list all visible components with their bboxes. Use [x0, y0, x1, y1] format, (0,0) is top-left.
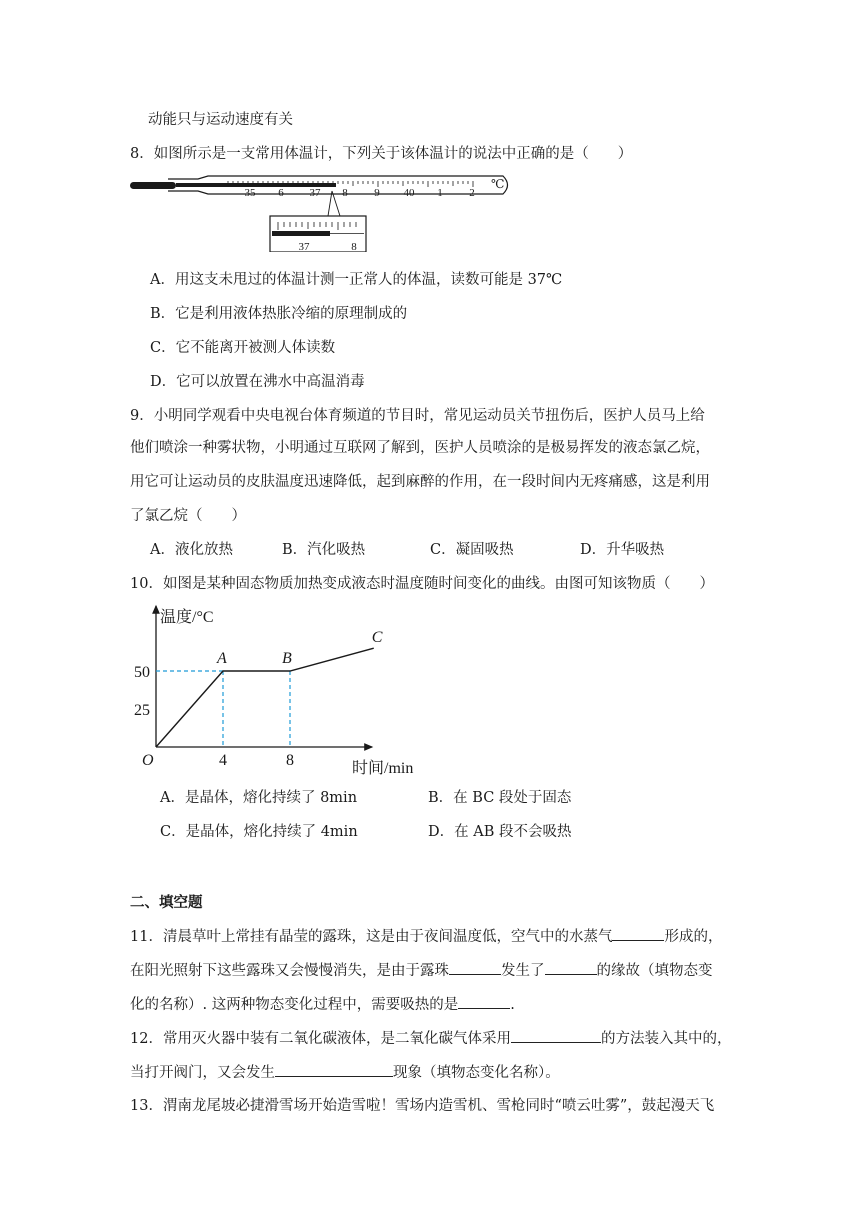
- scale-label: 1: [437, 187, 443, 199]
- q10-stem: 10．如图是某种固态物质加热变成液态时温度随时间变化的曲线。由图可知该物质（ ）: [130, 576, 714, 592]
- q13-line1: 13．渭南龙尾坡必捷滑雪场开始造雪啦！雪场内造雪机、雪枪同时“喷云吐雾”，鼓起漫天飞: [130, 1098, 715, 1114]
- q11-line2: [130, 960, 713, 981]
- q11-text: 形成的，: [664, 929, 723, 945]
- x-tick-label: 8: [286, 752, 294, 769]
- q11-text: .: [510, 997, 515, 1013]
- q11-line3: [130, 994, 515, 1015]
- q8-option-d: D．它可以放置在沸水中高温消毒: [150, 374, 365, 390]
- q11-line1: [130, 926, 722, 947]
- q8-option-b: B．它是利用液体热胀冷缩的原理制成的: [150, 306, 408, 322]
- q9-option-b: B．汽化吸热: [282, 542, 366, 558]
- scale-label: 2: [469, 187, 475, 199]
- answer-blank[interactable]: [275, 1062, 393, 1077]
- y-axis-label: 温度/°C: [160, 609, 214, 626]
- q12-line2: [130, 1062, 560, 1083]
- q10-option-d: D．在 AB 段不会吸热: [428, 824, 572, 840]
- thermometer-bulb: [130, 182, 176, 189]
- q9-line: 他们喷涂一种雾状物，小明通过互联网了解到，医护人员喷涂的是极易挥发的液态氯乙烷，: [130, 440, 710, 456]
- scale-label: 6: [278, 187, 284, 199]
- y-tick-label: 50: [134, 664, 150, 681]
- origin-label: O: [142, 752, 154, 769]
- thermometer-figure: [128, 172, 528, 252]
- q12-text: 现象（填物态变化名称）。: [393, 1065, 560, 1081]
- answer-blank[interactable]: [511, 1028, 601, 1043]
- q9-option-d: D．升华吸热: [580, 542, 665, 558]
- point-label: C: [371, 629, 383, 647]
- q11-text: 在阳光照射下这些露珠又会慢慢消失，是由于露珠: [130, 963, 449, 979]
- y-tick-label: 25: [134, 702, 150, 719]
- scale-label: 35: [244, 187, 256, 199]
- q11-text: 发生了: [501, 963, 545, 979]
- q9-line: 9．小明同学观看中央电视台体育频道的节目时，常见运动员关节扭伤后，医护人员马上给: [130, 408, 705, 424]
- section-title: 二、填空题: [130, 895, 203, 911]
- q8-option-a: A．用这支未甩过的体温计测一正常人的体温，读数可能是 37℃: [150, 272, 563, 288]
- x-axis-label: 时间/min: [352, 760, 414, 777]
- scale-label: 40: [403, 187, 415, 199]
- q9-option-a: A．液化放热: [150, 542, 233, 558]
- point-label: B: [282, 650, 292, 667]
- q9-option-c: C．凝固吸热: [430, 542, 514, 558]
- answer-blank[interactable]: [545, 960, 597, 975]
- melting-curve-chart: [130, 600, 420, 780]
- q12-text: 的方法装入其中的，: [600, 1031, 732, 1047]
- scale-label: 8: [342, 187, 348, 199]
- q12-text: 当打开阀门，又会发生: [130, 1065, 275, 1081]
- inset-mercury: [272, 231, 330, 236]
- q11-text: 的缘故（填物态变: [596, 963, 713, 979]
- x-tick-label: 4: [219, 752, 227, 769]
- scale-label: 37: [309, 187, 321, 199]
- q10-option-b: B．在 BC 段处于固态: [428, 790, 572, 806]
- q8-stem: 8．如图所示是一支常用体温计，下列关于该体温计的说法中正确的是（ ）: [130, 146, 633, 162]
- answer-blank[interactable]: [458, 994, 510, 1009]
- unit-label: ℃: [491, 177, 505, 191]
- answer-blank[interactable]: [612, 926, 664, 941]
- temperature-curve: [156, 648, 374, 747]
- q10-option-a: A．是晶体，熔化持续了 8min: [160, 790, 358, 806]
- q9-line: 用它可让运动员的皮肤温度迅速降低，起到麻醉的作用，在一段时间内无疼痛感，这是利用: [130, 474, 710, 490]
- q12-line1: [130, 1028, 731, 1049]
- inset-label: 37: [298, 241, 310, 252]
- q11-text: 11．清晨草叶上常挂有晶莹的露珠，这是由于夜间温度低，空气中的水蒸气: [130, 929, 613, 945]
- answer-blank[interactable]: [449, 960, 501, 975]
- q11-text: 化的名称）. 这两种物态变化过程中，需要吸热的是: [130, 997, 459, 1013]
- inset-label: 8: [351, 241, 357, 252]
- q7-text-tail: 动能只与运动速度有关: [148, 112, 293, 128]
- q10-option-c: C．是晶体，熔化持续了 4min: [160, 824, 358, 840]
- q8-option-c: C．它不能离开被测人体读数: [150, 340, 336, 356]
- point-label: A: [217, 650, 227, 667]
- q12-text: 12．常用灭火器中装有二氧化碳液体，是二氧化碳气体采用: [130, 1031, 511, 1047]
- scale-label: 9: [374, 187, 380, 199]
- q9-line: 了氯乙烷（ ）: [130, 508, 246, 524]
